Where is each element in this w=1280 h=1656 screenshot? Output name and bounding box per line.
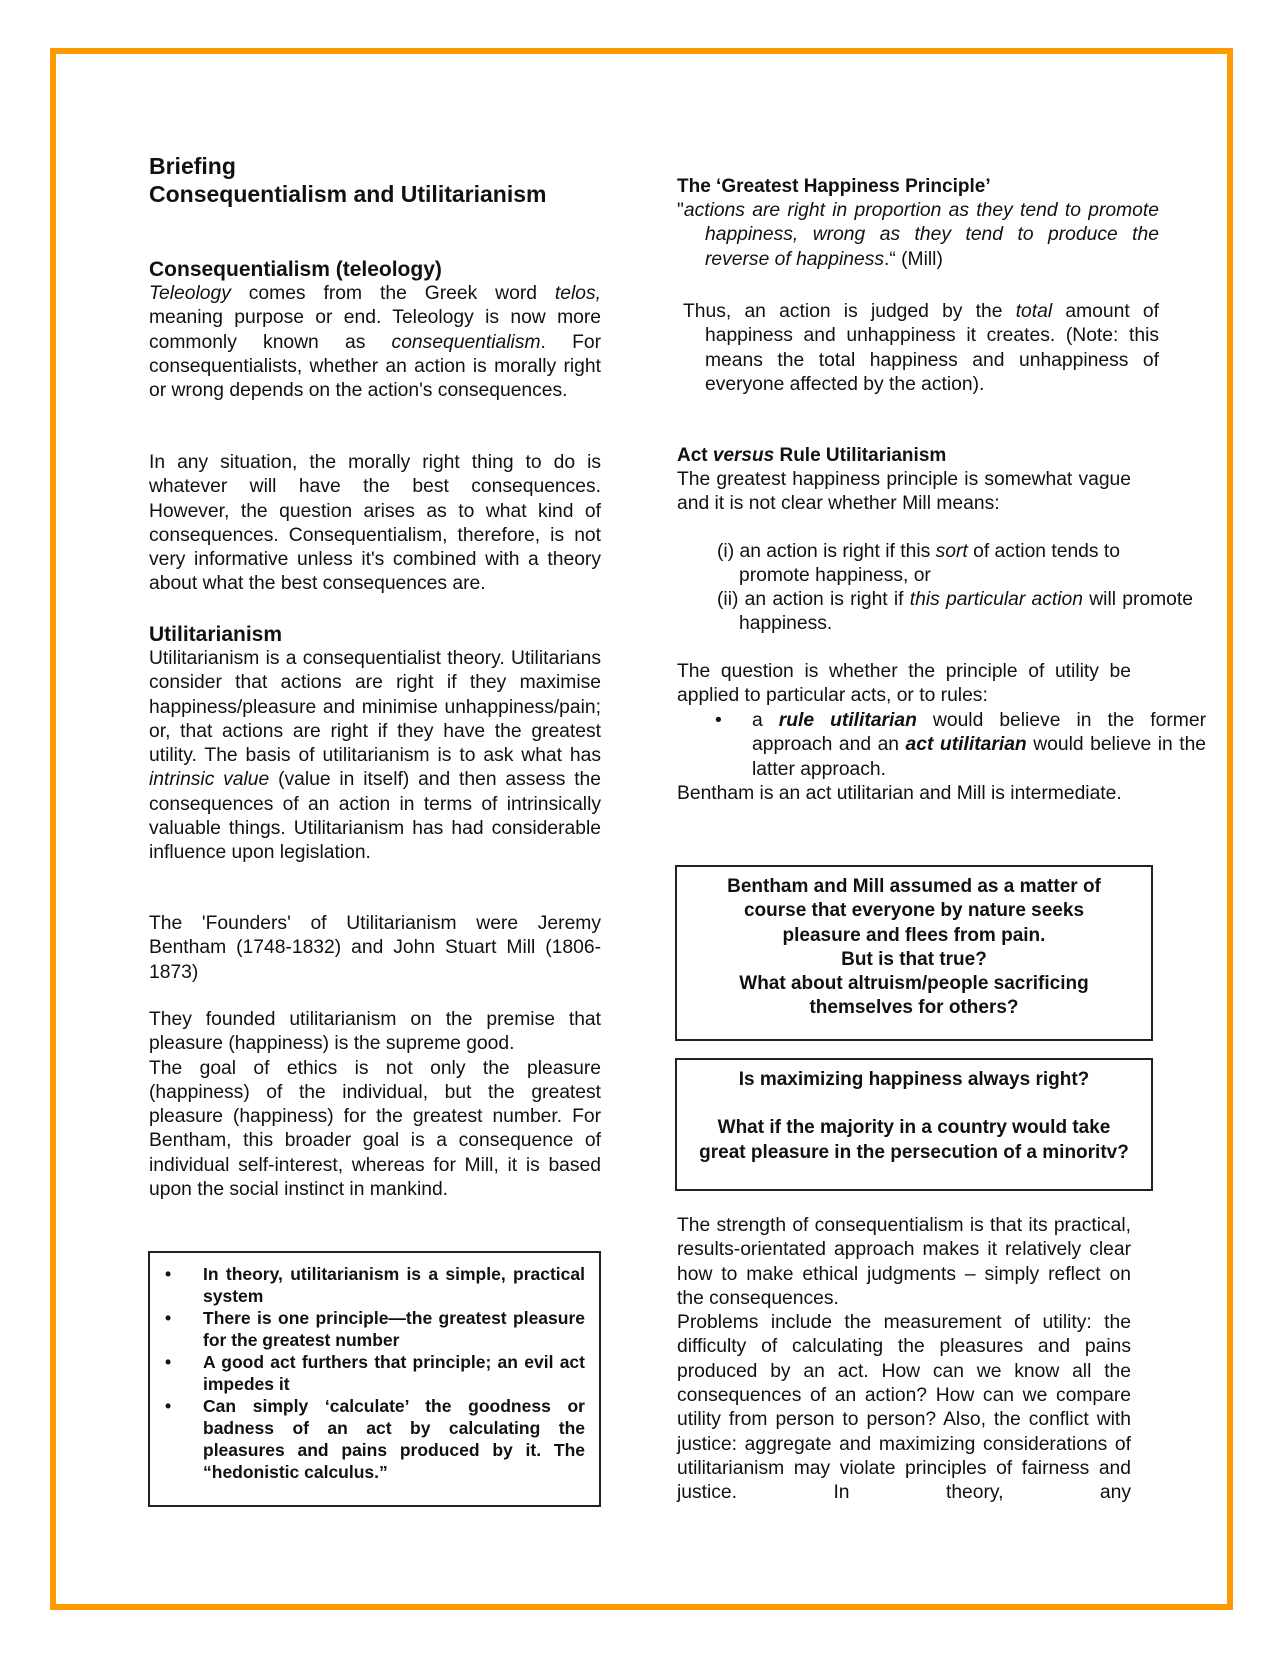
bullet-icon: • xyxy=(165,1264,172,1284)
text-run: comes from the Greek word xyxy=(230,283,555,304)
document-title xyxy=(149,152,601,208)
paragraph-strengths-problems xyxy=(677,1214,1131,1506)
emphasis-text: sort xyxy=(935,541,968,562)
box-text: Bentham and Mill assumed as a matter of course that everyone by nature seeks pleasure and flees from pain. xyxy=(727,876,1101,946)
title-briefing: Briefing xyxy=(149,153,236,179)
summary-box xyxy=(148,1251,601,1507)
box-text: Is maximizing happiness always right? xyxy=(738,1069,1090,1090)
paragraph-question xyxy=(677,660,1131,709)
text-run: " xyxy=(677,200,684,221)
text-run: The goal of ethics is not only the pleasure (happiness) of the individual, but the greatest pleasure (happiness) for the greatest number. For Bentham, this broader goal is a consequence of individual self-interest, whereas for Mill, it is based upon the social instinct in mankind. xyxy=(149,1057,601,1201)
summary-item xyxy=(150,1307,585,1351)
emphasis-text: rule utilitarian xyxy=(778,710,917,731)
paragraph-utilitarianism xyxy=(149,647,601,866)
emphasis-text: Teleology xyxy=(149,283,231,304)
text-run: (value in itself) and then assess the consequences of an action in terms of intrinsically valuable things. Utilitarianism has had considerable influence upon legislation. xyxy=(149,769,601,864)
text-run: In any situation, the morally right thing to do is whatever will have the best consequences. However, the question arises as to what kind of consequences. Consequentialism, therefore, is not very informative unless it's combined with a theory about what the best consequences are. xyxy=(149,452,601,595)
text-run: The strength of consequentialism is that its practical, results-orientated approach makes it relatively clear how to make ethical judgments – simply reflect on the consequences. xyxy=(677,1215,1131,1309)
paragraph-morally-right xyxy=(149,451,601,597)
text-run: amount of happiness and unhappiness it creates. (Note: this means the total happiness and unhappiness of everyone affected by the action). xyxy=(705,301,1159,395)
heading-act-vs-rule xyxy=(677,444,1131,468)
summary-text: In theory, utilitarianism is a simple, practical system xyxy=(203,1264,585,1306)
bullet-icon: • xyxy=(165,1396,172,1416)
text-run: Bentham is an act utilitarian and Mill is intermediate. xyxy=(677,783,1122,804)
emphasis-text: telos, xyxy=(554,283,601,304)
paragraph-goal-of-ethics xyxy=(149,1057,601,1203)
emphasis-text: act utilitarian xyxy=(905,734,1027,756)
heading-consequentialism: Consequentialism (teleology) xyxy=(149,258,442,281)
paragraph-premise xyxy=(149,1008,601,1202)
summary-text: A good act furthers that principle; an evil act impedes it xyxy=(203,1352,585,1394)
text-run: Rule Utilitarianism xyxy=(774,445,947,466)
question-box-majority xyxy=(675,1058,1153,1191)
summary-text: Can simply ‘calculate’ the goodness or badness of an act by calculating the pleasures and pains produced by it. The “hedonistic calculus.” xyxy=(203,1396,585,1482)
emphasis-text: intrinsic value xyxy=(149,769,270,791)
question-box-altruism xyxy=(675,865,1153,1041)
text-run: would believe in the former approach and an xyxy=(752,710,1206,756)
text-run: (ii) an action is right if xyxy=(717,589,910,610)
emphasis-text: actions are right in proportion as they tend to promote happiness, wrong as they tend to produce the reverse of happiness xyxy=(683,200,1159,270)
summary-text: There is one principle—the greatest pleasure for the greatest number xyxy=(203,1308,585,1350)
paragraph-strength xyxy=(677,1214,1131,1311)
text-run: .“ (Mill) xyxy=(884,248,943,270)
paragraph-supreme-good xyxy=(149,1008,601,1057)
title-main: Consequentialism and Utilitarianism xyxy=(149,181,547,207)
text-run: of action tends to promote happiness, or xyxy=(739,541,1120,587)
bullet-text xyxy=(752,710,1206,780)
text-run: will promote happiness. xyxy=(739,589,1193,635)
paragraph-teleology xyxy=(149,282,601,403)
paragraph-total-amount xyxy=(677,300,1159,397)
text-run: Problems include the measurement of utility: the difficulty of calculating the pleasures and pains produced by an act. How can we know all the consequences of an action? How can we compare utility from person to person? Also, the conflict with justice: aggregate and maximizing considerations of utilitarianism may violate principles of fairness and justice. In theory, any xyxy=(677,1312,1131,1504)
mill-quote xyxy=(677,199,1159,272)
emphasis-text: this particular action xyxy=(909,589,1084,610)
box-text: What about altruism/people sacrificing themselves for others? xyxy=(739,973,1089,1019)
text-run: The question is whether the principle of utility be applied to particular acts, or to rules: xyxy=(677,661,1131,707)
bullet-icon: • xyxy=(165,1352,172,1372)
emphasis-text: consequentialism xyxy=(391,331,541,353)
text-run: would believe in the latter approach. xyxy=(752,734,1207,780)
text-run: The 'Founders' of Utilitarianism were Jeremy Bentham (1748-1832) and John Stuart Mill (1806-1873) xyxy=(149,913,601,983)
bullet-rule-act xyxy=(677,709,1206,782)
text-run: (i) an action is right if this xyxy=(717,541,936,562)
option-i xyxy=(677,540,1193,589)
paragraph-founders xyxy=(149,912,601,985)
text-run: Utilitarianism is a consequentialist theory. Utilitarians consider that actions are right if they maximise happiness/pleasure and minimise unhappiness/pain; or, that actions are right if they have the greatest utility. The basis of utilitarianism is to ask what has xyxy=(149,648,601,767)
option-ii xyxy=(677,588,1193,637)
box-text: What if the majority in a country would take great pleasure in the persecution of a minoritv? xyxy=(699,1117,1129,1163)
summary-item xyxy=(150,1263,585,1307)
paragraph-vague xyxy=(677,468,1131,517)
summary-item xyxy=(150,1395,585,1483)
bullet-icon: • xyxy=(165,1308,172,1328)
heading-greatest-happiness: The ‘Greatest Happiness Principle’ xyxy=(677,176,991,197)
text-run: Thus, an action is judged by the xyxy=(683,301,1016,322)
text-run: Act xyxy=(677,445,713,466)
text-run: . For consequentialists, whether an action is morally right or wrong depends on the action's consequences. xyxy=(149,331,602,402)
text-run: They founded utilitarianism on the premise that pleasure (happiness) is the supreme good. xyxy=(149,1009,601,1055)
emphasis-text: versus xyxy=(712,445,775,466)
bullet-icon: • xyxy=(715,710,722,731)
text-run: meaning purpose or end. Teleology is now more commonly known as xyxy=(149,307,601,353)
emphasis-text: total xyxy=(1015,301,1053,322)
text-run: a xyxy=(752,710,779,731)
text-run: The greatest happiness principle is somewhat vague and it is not clear whether Mill means: xyxy=(677,469,1131,515)
heading-utilitarianism: Utilitarianism xyxy=(149,623,283,646)
paragraph-problems xyxy=(677,1311,1131,1505)
box-text: But is that true? xyxy=(841,948,987,970)
summary-item xyxy=(150,1351,585,1395)
paragraph-bentham-mill xyxy=(677,782,1131,806)
